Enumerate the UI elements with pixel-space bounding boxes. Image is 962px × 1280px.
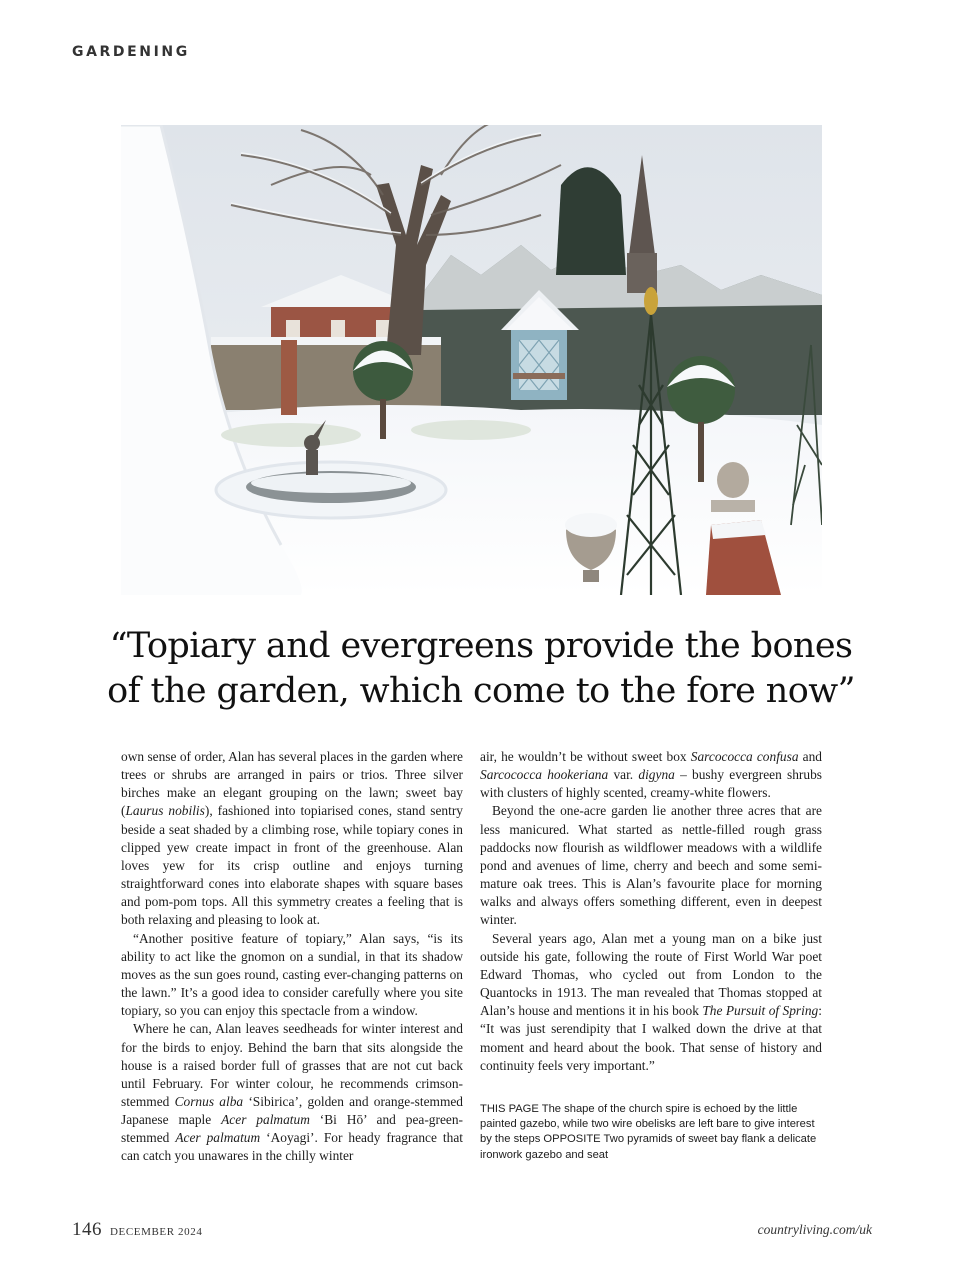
body-column-left [121,748,463,1166]
body-paragraph: Beyond the one-acre garden lie another three acres that are less manicured. What started as nettle-filled rough grass paddocks now flourish as wildflower meadows with a wildlife pond and avenues of lime, cherry and beech and some semi-mature oak trees. This is Alan’s favourite place for morning walks and always offers something different, even in deepest winter. [480,803,822,928]
pull-quote-line-2: of the garden, which come to the fore now” [107,671,855,711]
body-paragraph: Several years ago, Alan met a young man on a bike just outside his gate, following the route of First World War poet Edward Thomas, who cycled out from London to the Quantocks in 1913. The man revealed that Thomas stopped at Alan’s house and mentions it in his book The Pursuit of Spring: “It was just serendipity that I walked down the drive at that moment and heard about the book. That sense of history and continuity feels very important.” [480,930,822,1073]
body-paragraph: Where he can, Alan leaves seedheads for winter interest and for the birds to enjoy. Behind the barn that sits alongside the house is a raised border full of grasses that are not cut back until February. For winter colour, he recommends crimson-stemmed Cornus alba ‘Sibirica’, golden and orange-stemmed Japanese maple Acer palmatum ‘Bi Hō’ and pea-green-stemmed Acer palmatum ‘Aoyagi’. For heady fragrance that can catch you unawares in the chilly winter [121,1021,464,1164]
body-paragraph: own sense of order, Alan has several places in the garden where trees or shrubs are arranged in pairs or trios. Three silver birches make an elegant grouping on the lawn; sweet bay (Laurus nobilis), fashioned into topiarised cones, stand sentry beside a seat shaded by a climbing rose, while topiary cones in clipped yew create impact in front of the greenhouse. Alan loves yew for its crisp outline and enjoys turning straightforward cones into elaborate shapes with square bases and pom-pom tops. All this symmetry creates a feeling that is both relaxing and pleasing to look at. [121,749,463,928]
body-column-right [480,748,822,1075]
garden-photo [121,125,822,595]
pull-quote-line-1: “Topiary and evergreens provide the bones [109,626,853,666]
page-folio [72,1219,202,1241]
body-paragraph: “Another positive feature of topiary,” Alan says, “is its ability to act like the gnomon on a sundial, in that its shadow moves as the sun goes round, casting ever-changing patterns on the lawn.” It’s a good idea to consider carefully where you site topiary, so you can enjoy this spectacle from a window. [121,930,463,1019]
website-url[interactable]: countryliving.com/uk [757,1222,872,1237]
photo-caption: THIS PAGE The shape of the church spire is echoed by the little painted gazebo, while two wire obelisks are left bare to give interest by the steps OPPOSITE Two pyramids of sweet bay flank a delicate ironwork gazebo and seat [480,1103,817,1161]
body-paragraph: air, he wouldn’t be without sweet box Sarcococca confusa and Sarcococca hookeriana var. digyna – bushy evergreen shrubs with clusters of highly scented, creamy-white flowers. [480,749,823,801]
issue-date: DECEMBER 2024 [110,1226,203,1238]
section-label: GARDENING [72,44,190,60]
pull-quote [100,624,862,714]
page-number: 146 [72,1219,102,1240]
